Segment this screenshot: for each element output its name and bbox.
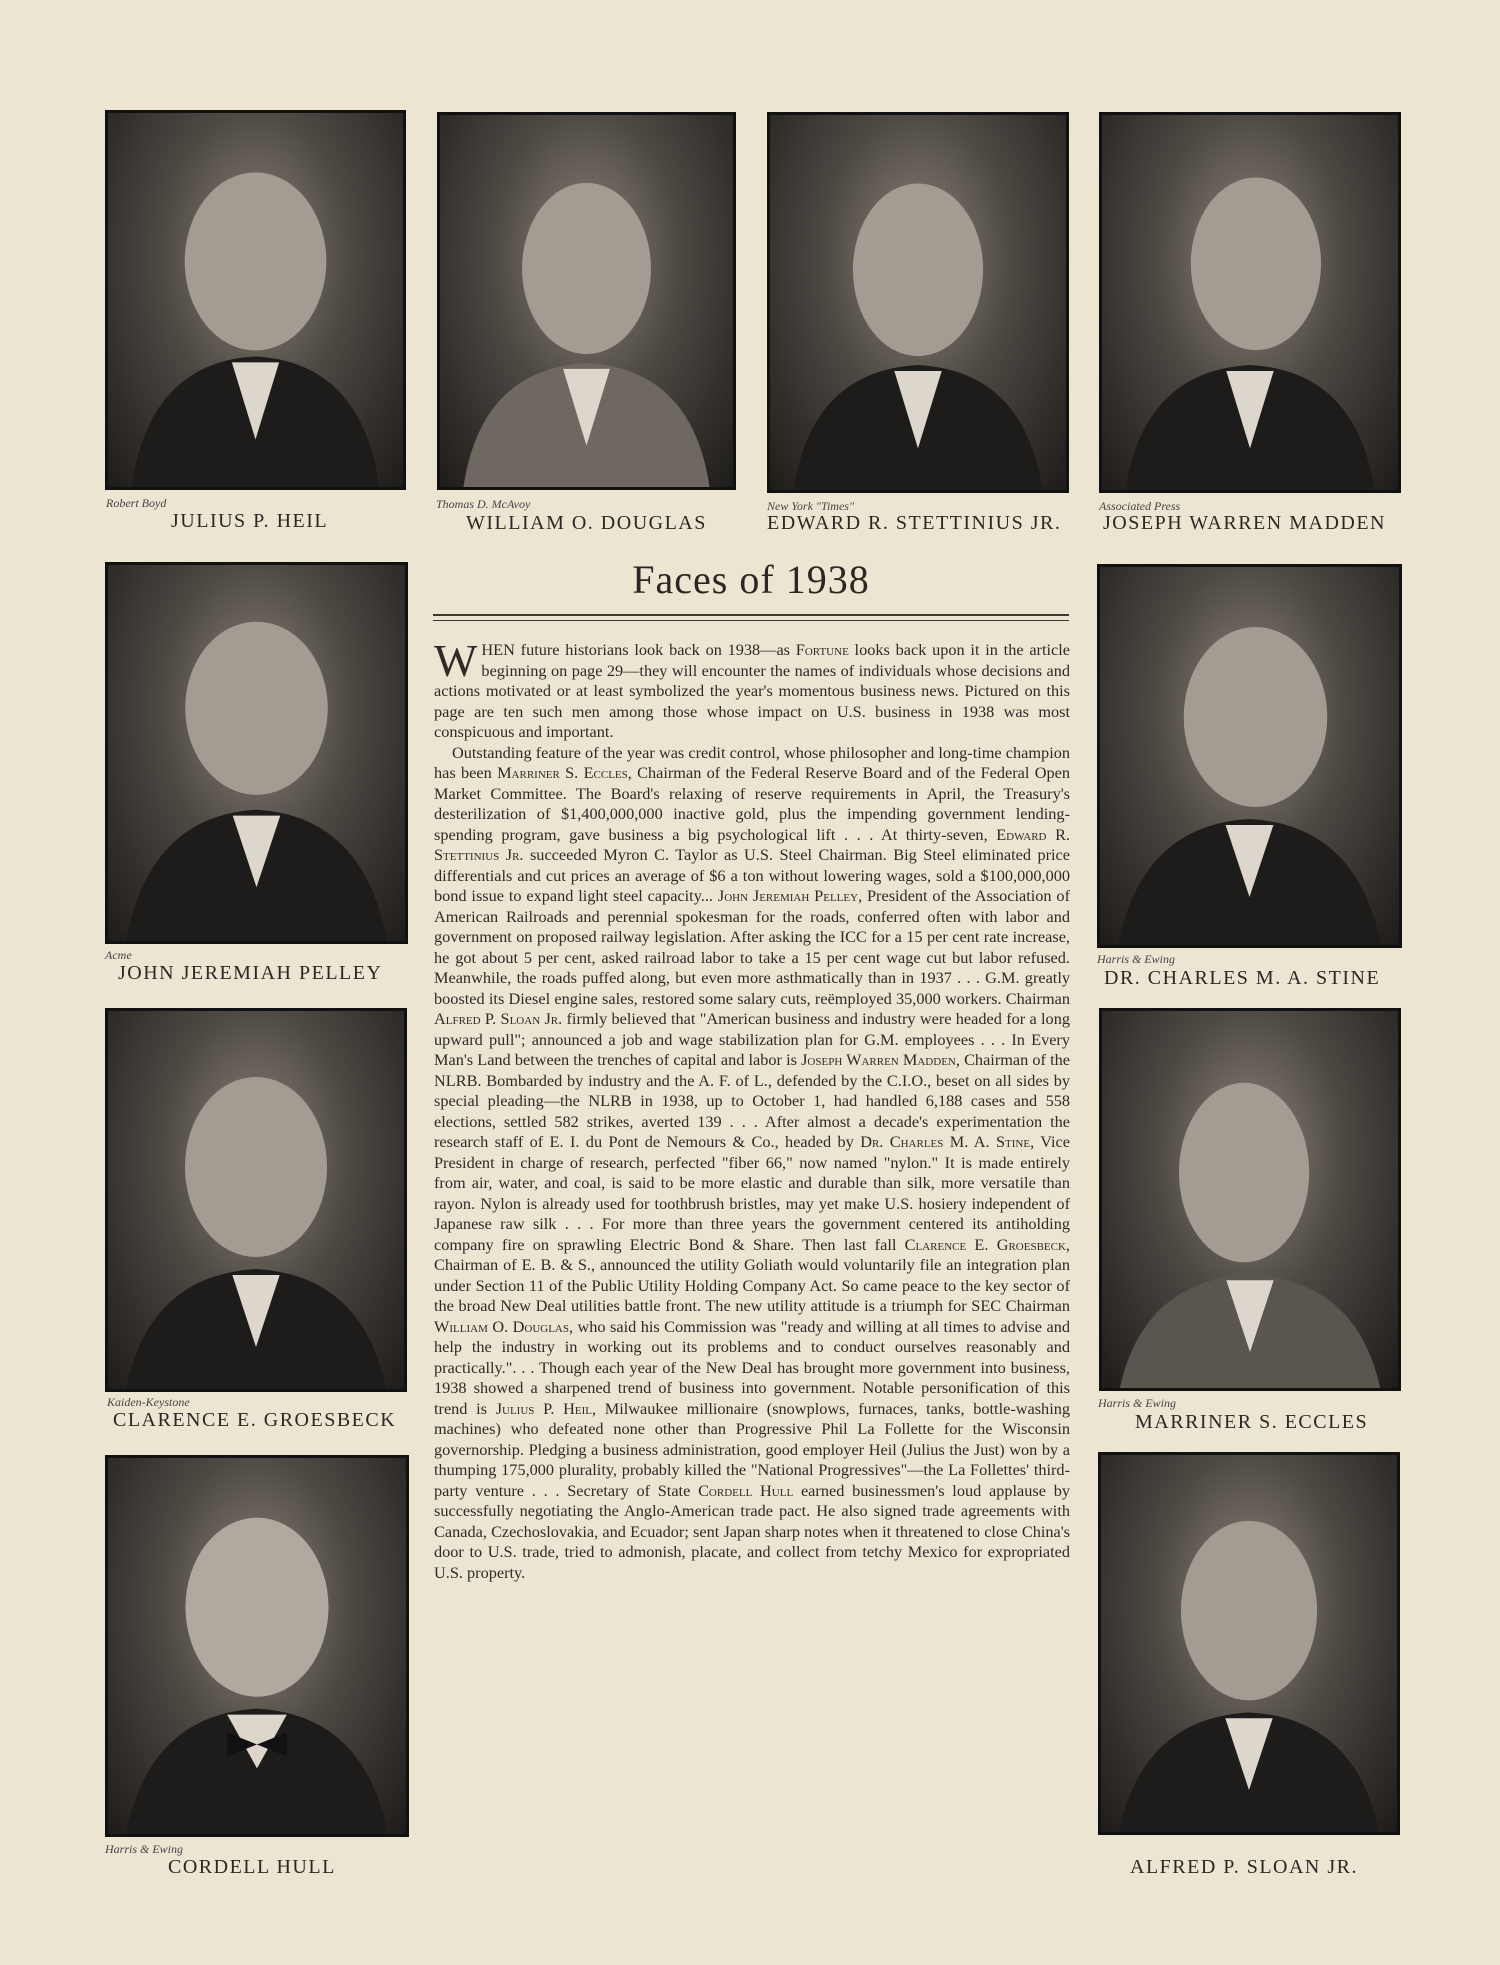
article-paragraph: Outstanding feature of the year was credit control, whose philosopher and long-time champion has been Marriner S. Eccles, Chairman of the Federal Reserve Board and of the Federal Open Market Committee. The Board's relaxing of reserve requirements in April, the Treasury's desterilization of $1,400,000,000 inactive gold, plus the impending government lending-spending program, gave business a big psychological lift . . . At thirty-seven, Edward R. Stettinius Jr. succeeded Myron C. Taylor as U.S. Steel Chairman. Big Steel eliminated price differentials and cut prices an average of $6 a ton without lowering wages, sold a $100,000,000 bond issue to expand light steel capacity... John Jeremiah Pelley, President of the Association of American Railroads and perennial spokesman for the roads, conferred often with labor and government on proposed railway legislation. After asking the ICC for a 15 per cent rate increase, he got about 5 per cent, asked railroad labor to take a 15 per cent wage cut but labor refused. Meanwhile, the roads puffed along, but even more asthmatically than in 1937 . . . G.M. greatly boosted its Diesel engine sales, restored some salary cuts, reëmployed 35,000 workers. Chairman Alfred P. Sloan Jr. firmly believed that "American business and industry were headed for a long upward pull"; announced a job and wage stabilization plan for G.M. employees . . . In Every Man's Land between the trenches of capital and labor is Joseph Warren Madden, Chairman of the NLRB. Bombarded by industry and the A. F. of L., defended by the C.I.O., beset on all sides by special pleading—the NLRB in 1938, up to October 1, had handled 6,188 cases and 558 elections, settled 582 strikes, averted 139 . . . After almost a decade's experimentation the research staff of E. I. du Pont de Nemours & Co., headed by Dr. Charles M. A. Stine, Vice President in charge of research, perfected "fiber 66," now named "nylon." It is made entirely from air, water, and coal, is said to be more elastic and durable than silk, more versatile than rayon. Nylon is already used for toothbrush bristles, may yet make U.S. hosiery independent of Japanese raw silk . . . For more than three years the government centered its antiholding company fire on sprawling Electric Bond & Share. Then last fall Clarence E. Groesbeck, Chairman of E. B. & S., announced the utility Goliath would voluntarily file an integration plan under Section 11 of the Public Utility Holding Company Act. So came peace to the key sector of the broad New Deal utilities battle front. The new utility attitude is a triumph for SEC Chairman William O. Douglas, who said his Commission was "ready and willing at all times to advise and help the industry in working out its problems and to conduct ourselves reasonably and practically.". . . Though each year of the New Deal has brought more government into business, 1938 showed a sharpened trend of business into government. Notable personification of this trend is Julius P. Heil, Milwaukee millionaire (snowplows, furnaces, tanks, bottle-washing machines) who defeated none other than Progressive Phil La Follette for the Wisconsin governorship. Pledging a business administration, good employer Heil (Julius the Just) won by a thumping 175,000 plurality, probably killed the "National Progressives"—the La Follettes' third-party venture . . . Secretary of State Cordell Hull earned businessmen's loud applause by successfully negotiating the Anglo-American trade pact. He also signed trade agreements with Canada, Czechoslovakia, and Ecuador; sent Japan sharp notes when it threatened to close China's door to U.S. trade, tried to admonish, placate, and collect from tetchy Mexico for expropriated U.S. property. bbox=[434, 742, 1070, 1582]
portrait-silhouette bbox=[770, 115, 1066, 490]
portrait-silhouette bbox=[108, 1458, 406, 1834]
portrait-name: JOSEPH WARREN MADDEN bbox=[1103, 512, 1386, 534]
portrait-silhouette bbox=[1101, 1455, 1397, 1832]
portrait-cordell-hull bbox=[105, 1455, 409, 1837]
portrait-alfred-sloan bbox=[1098, 1452, 1400, 1835]
portrait-name: JULIUS P. HEIL bbox=[171, 510, 329, 532]
portrait-name: WILLIAM O. DOUGLAS bbox=[466, 512, 707, 534]
portrait-edward-stettinius bbox=[767, 112, 1069, 493]
title-rule bbox=[433, 620, 1069, 621]
portrait-marriner-eccles bbox=[1099, 1008, 1401, 1391]
portrait-silhouette bbox=[108, 565, 405, 941]
photo-credit: Acme bbox=[105, 948, 132, 962]
photo-credit: Harris & Ewing bbox=[105, 1842, 184, 1856]
portrait-william-douglas bbox=[437, 112, 736, 490]
portrait-john-pelley bbox=[105, 562, 408, 944]
drop-cap: W bbox=[434, 640, 478, 686]
portrait-joseph-madden bbox=[1099, 112, 1401, 493]
portrait-name: ALFRED P. SLOAN JR. bbox=[1130, 1856, 1358, 1878]
photo-credit: Thomas D. McAvoy bbox=[436, 497, 531, 511]
photo-credit: New York "Times" bbox=[767, 499, 854, 513]
photo-credit: Kaiden-Keystone bbox=[107, 1395, 190, 1409]
portrait-name: JOHN JEREMIAH PELLEY bbox=[118, 962, 383, 984]
portrait-name: MARRINER S. ECCLES bbox=[1135, 1411, 1369, 1433]
portrait-name: CLARENCE E. GROESBECK bbox=[113, 1409, 397, 1431]
portrait-clarence-groesbeck bbox=[105, 1008, 407, 1392]
portrait-silhouette bbox=[1102, 1011, 1398, 1388]
article-body bbox=[434, 640, 1070, 1880]
portrait-silhouette bbox=[440, 115, 733, 487]
portrait-name: DR. CHARLES M. A. STINE bbox=[1104, 967, 1381, 989]
portrait-name: CORDELL HULL bbox=[168, 1856, 336, 1878]
page-title: Faces of 1938 bbox=[632, 557, 870, 602]
article-paragraph: WHEN future historians look back on 1938—as Fortune looks back upon it in the article beginning on page 29—they will encounter the names of individuals whose decisions and actions motivated or at least symbolized the year's momentous business news. Pictured on this page are ten such men among those whose impact on U.S. business in 1938 was most conspicuous and important. bbox=[434, 640, 1070, 741]
portrait-silhouette bbox=[108, 113, 403, 487]
photo-credit: Robert Boyd bbox=[106, 496, 167, 510]
photo-credit: Associated Press bbox=[1099, 499, 1181, 513]
portrait-name: EDWARD R. STETTINIUS JR. bbox=[767, 512, 1062, 534]
photo-credit: Harris & Ewing bbox=[1097, 952, 1176, 966]
portrait-charles-stine bbox=[1097, 564, 1402, 948]
portrait-silhouette bbox=[108, 1011, 404, 1389]
portrait-silhouette bbox=[1100, 567, 1399, 945]
photo-credit: Harris & Ewing bbox=[1098, 1396, 1177, 1410]
portrait-julius-heil bbox=[105, 110, 406, 490]
title-rule bbox=[433, 614, 1069, 616]
portrait-silhouette bbox=[1102, 115, 1398, 490]
